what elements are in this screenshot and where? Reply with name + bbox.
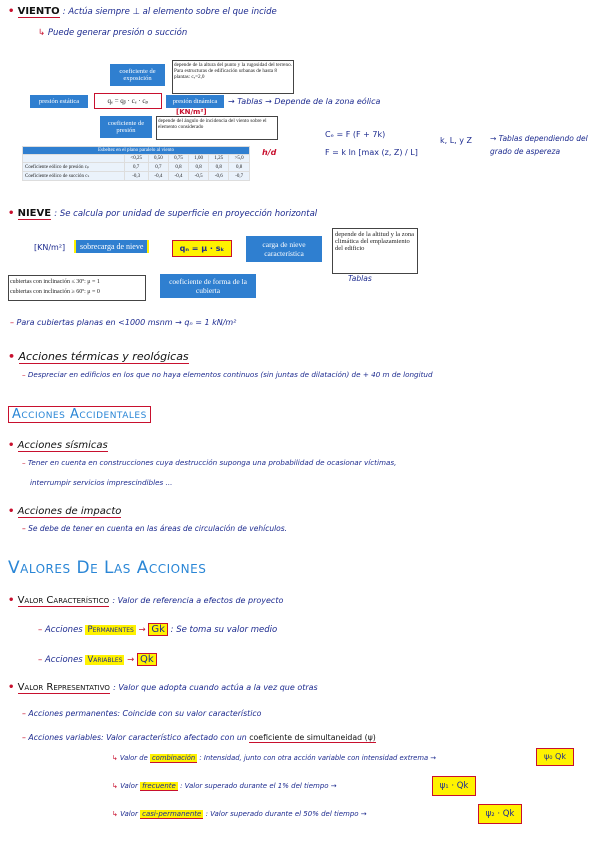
sismicas-text-2: interrumpir servicios imprescindibles ... [30,478,173,487]
unit-nieve: [KN/m²] [34,243,66,252]
dash: – [22,709,26,718]
representativo-line [8,682,318,693]
bullet: • [8,350,16,363]
casi-hl: casi-permanente [142,810,202,818]
table-cell: Coeficiente eólico de succión cₛ [23,172,125,181]
viento-sub-text: Puede generar presión o succión [47,28,188,38]
impacto-text: Se debe de tener en cuenta en las áreas de circulación de vehículos. [28,524,288,533]
arrow-icon: ↳ [112,754,118,762]
comb-box: ψ₀ Qk [536,748,574,766]
table-cell: -0,4 [148,172,168,181]
rep-var-pre: Acciones variables: Valor característico afectado con un [28,733,247,742]
perm-hl: Permanentes [87,625,134,635]
dash: – [22,458,26,467]
bullet: • [8,682,15,693]
planas-line [10,318,236,327]
sismicas-text-1: Tener en cuenta en construcciones cuya destrucción suponga una probabilidad de ocasionar víctimas, [27,458,397,467]
accidentales-heading: Acciones Accidentales [8,406,151,423]
ce-formula: Cₑ = F (F + 7k) [325,130,386,139]
sismicas-line [8,440,108,451]
casi-line [112,810,367,818]
table-cell: -0,7 [229,172,250,181]
table-cell: 0,8 [229,163,250,172]
table-cell: <0,25 [124,155,148,163]
comb-hl: combinación [151,754,196,762]
comb-desc: : Intensidad, junto con otra acción variable con intensidad extrema → [199,754,436,762]
perm-pre: Acciones [44,625,83,635]
rep-title: Valor Representativo [17,682,110,693]
nieve-desc: : Se calcula por unidad de superficie en proyección horizontal [54,209,318,219]
planas-text: Para cubiertas planas en <1000 msnm → qₙ = 1 kN/m² [16,318,237,327]
cubiertas-box [8,275,146,301]
valores-heading: Valores De Las Acciones [8,558,207,578]
termicas-line [8,350,189,363]
bullet: • [8,208,15,219]
arrow-icon: ↳ [112,782,118,790]
cubierta-2: cubiertas con inclinación ≥ 60º: μ = 0 [10,289,100,295]
table-cell: 1,25 [209,155,229,163]
frec-pre: Valor [120,782,138,790]
carga-box: carga de nieve característica [246,236,322,262]
arrow-icon: → [127,655,135,665]
car-desc: : Valor de referencia a efectos de proyecto [112,596,284,605]
bullet: • [8,440,15,451]
presion-din-box: presión dinámica [166,95,224,108]
coef-table [22,146,250,181]
impacto-desc [22,524,287,533]
table-cell: -0,5 [189,172,209,181]
dash: – [22,370,26,379]
sobrecarga-label [74,240,149,253]
rep-var-line [22,733,376,742]
casi-box: ψ₂ · Qk [478,804,522,824]
note-pres: depende del ángulo de incidencia del viento sobre el elemento considerado [156,116,278,140]
dash: – [38,655,43,665]
forma-box: coeficiente de forma de la cubierta [160,274,256,298]
combinacion-line [112,754,436,762]
nieve-formula: qₙ = μ · sₖ [172,240,232,257]
sismicas-desc-1 [22,458,396,467]
qk-box: Qk [137,653,157,666]
table-cell: 0,75 [168,155,188,163]
rep-perm-line [22,709,261,718]
nieve-line [8,208,317,219]
coef-expo-box: coeficiente de exposición [110,64,165,86]
unit-viento: [KN/m²] [176,108,207,116]
impacto-title: Acciones de impacto [17,506,122,517]
frec-desc: : Valor superado durante el 1% del tiempo → [180,782,337,790]
formula-box: qₑ = qᵦ · cₑ · cₚ [94,93,162,109]
var-pre: Acciones [44,655,83,665]
nieve-title: NIEVE [17,208,52,219]
gk-box: Gk [148,623,168,636]
termicas-text: Despreciar en edificios en los que no haya elementos continuos (sin juntas de dilatación) de + 40 m de longitud [27,370,433,379]
viento-desc: : Actúa siempre ⊥ al elemento sobre el que incide [62,7,277,17]
frec-hl: frecuente [142,782,176,790]
table-cell: 0,7 [148,163,168,172]
f-formula: F = k ln [max (z, Z) / L] [325,148,418,157]
dash: – [10,318,14,327]
viento-line [8,6,277,17]
bullet: • [8,595,15,606]
note-carga: depende de la altitud y la zona climática del emplazamiento del edificio [332,228,418,274]
tablas-nieve: Tablas [348,274,372,283]
termicas-title: Acciones térmicas y reológicas [18,350,189,363]
dash: – [22,524,26,533]
tablas-aspereza: → Tablas dependiendo del grado de aspereza [490,134,588,156]
comb-pre: Valor de [119,754,148,762]
table-cell [23,155,125,163]
arrow-icon: ↳ [38,28,46,38]
table-cell: 1,00 [189,155,209,163]
car-title: Valor Característico [17,595,110,606]
cubierta-1: cubiertas con inclinación ≤ 30º: μ = 1 [10,279,100,285]
sobrecarga-box: sobrecarga de nieve [76,240,147,253]
presion-est-box: presión estática [30,95,88,108]
termicas-desc [22,370,433,379]
impacto-line [8,506,121,517]
viento-title: VIENTO [17,6,60,17]
table-cell: 0,50 [148,155,168,163]
permanentes-line [38,624,277,635]
tablas-zona: → Tablas → Depende de la zona eólica [228,97,381,106]
table-cell: -0,6 [209,172,229,181]
var-hl: Variables [87,655,123,665]
k-vars: k, L, y Z [440,136,473,145]
table-cell: 0,8 [209,163,229,172]
rep-perm-text: Acciones permanentes: Coincide con su valor característico [28,709,262,718]
dash: – [38,625,43,635]
bullet: • [8,506,15,517]
table-cell: 0,8 [189,163,209,172]
coef-pres-box: coeficiente de presión [100,116,152,138]
variables-line [38,654,157,665]
table-cell: -0,3 [124,172,148,181]
h-d-label: h/d [262,148,277,157]
casi-desc: : Valor superado durante el 50% del tiempo → [205,810,367,818]
arrow-icon: ↳ [112,810,118,818]
table-cell: >5,0 [229,155,250,163]
rep-var-ul: coeficiente de simultaneidad (ψ) [249,733,376,742]
casi-pre: Valor [120,810,138,818]
arrow-icon: → [138,625,146,635]
table-title: Esbeltez en el plano paralelo al viento [23,147,250,155]
sismicas-title: Acciones sísmicas [17,440,108,451]
caracteristico-line [8,595,283,606]
viento-sub [38,28,187,38]
frecuente-line [112,782,337,790]
table-cell: Coeficiente eólico de presión cₚ [23,163,125,172]
bullet: • [8,6,15,17]
table-cell: -0,4 [168,172,188,181]
table-cell: 0,7 [124,163,148,172]
dash: – [22,733,26,742]
note-expo: depende de la altura del punto y la rugosidad del terreno. Para estructuras de edificación urbanas de hasta 8 plantas: cₑ=2,0 [172,60,294,94]
perm-desc: : Se toma su valor medio [170,625,278,635]
table-cell: 0,8 [168,163,188,172]
frec-box: ψ₁ · Qk [432,776,476,796]
rep-desc: : Valor que adopta cuando actúa a la vez que otras [113,683,318,692]
